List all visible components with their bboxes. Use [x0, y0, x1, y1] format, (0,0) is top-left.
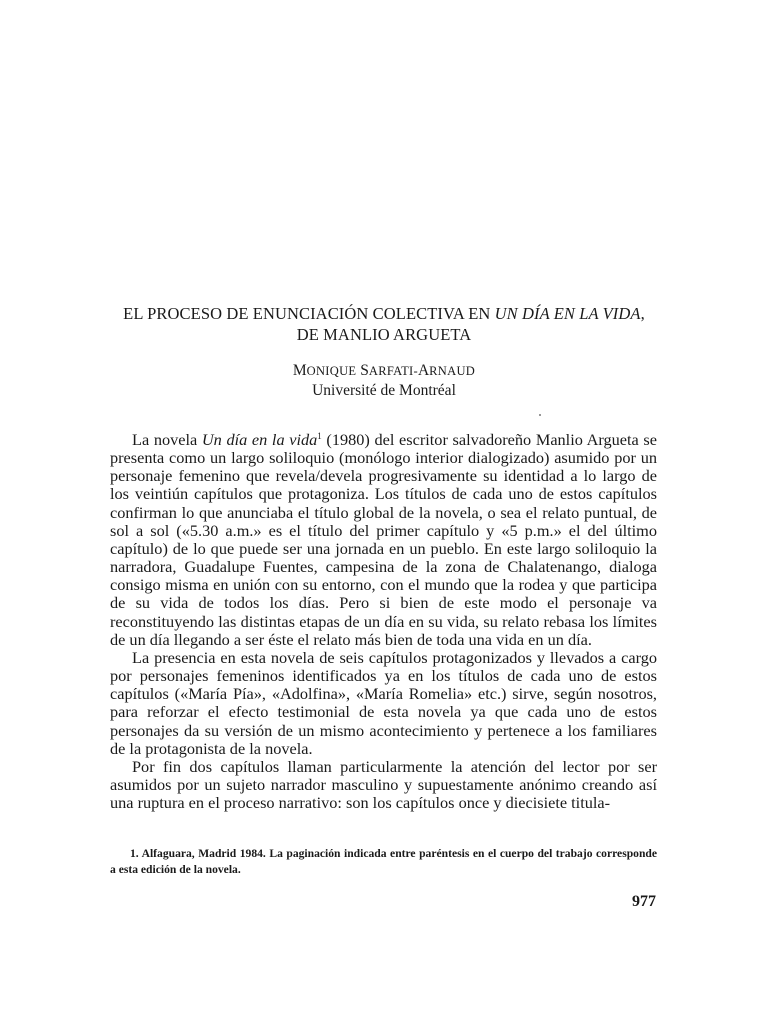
title-line-1 [100, 303, 668, 324]
author-name: MONIQUE SARFATI-ARNAUD [292, 362, 476, 379]
title-novel-name: UN DÍA EN LA VIDA [494, 304, 641, 323]
scan-speck [539, 414, 541, 416]
paragraph-2: La presencia en esta novela de seis capítulos protagonizados y llevados a cargo por personajes femeninos identificados ya en los títulos de cada uno de estos capítulos («María Pía», «Adolfina», «María Romelia» etc.) sirve, según nosotros, para reforzar el efecto testimonial de esta novela ya que cada uno de estos personajes da su versión de un mismo acontecimiento y pertenece a los familiares de la protagonista de la novela. [110, 647, 657, 758]
novel-title-inline: Un día en la vida [201, 430, 318, 449]
paragraph-3: Por fin dos capítulos llaman particularmente la atención del lector por ser asumidos por un sujeto narrador masculino y supuestamente anónimo creando así una ruptura en el proceso narrativo: son los capítulos once y diecisiete titula- [110, 756, 657, 813]
title-comma: , [640, 304, 645, 323]
title-line-2: DE MANLIO ARGUETA [296, 325, 472, 344]
author-block [100, 361, 668, 401]
footnote-marker: 1 [317, 431, 322, 441]
footnote-1: 1. Alfaguara, Madrid 1984. La paginación indicada entre paréntesis en el cuerpo del trabajo corresponde a esta edición de la novela. [110, 847, 657, 876]
article-body [110, 431, 657, 812]
author-affiliation: Université de Montréal [312, 382, 456, 399]
page-number: 977 [632, 893, 656, 910]
article-title [100, 303, 668, 345]
paragraph-1: La novela Un día en la vida$^1$ (1980) del escritor salvadoreño Manlio Argueta se presenta como un largo soliloquio (monólogo interior dialogizado) asumido por un personaje femenino que revela/devela progresivamente su identidad a lo largo de los veintiún capítulos que protagoniza. Los títulos de cada uno de estos capítulos confirman lo que anunciaba el título global de la novela, o sea el relato puntual, de sol a sol («5.30 a.m.» es el título del primer capítulo y «5 p.m.» el del último capítulo) de lo que puede ser una jornada en un pueblo. En este largo soliloquio la narradora, Guadalupe Fuentes, campesina de la zona de Chalatenango, dialoga consigo misma en unión con su entorno, con el mundo que la rodea y que participa de su vida de todos los días. Pero si bien de este modo el personaje va reconstituyendo las distintas etapas de un día en su vida, su relato rebasa los límites de un día llegando a ser éste el relato más bien de toda una vida en un día. [110, 430, 657, 649]
title-prefix: EL PROCESO DE ENUNCIACIÓN COLECTIVA EN [123, 304, 495, 323]
footnote [110, 846, 657, 877]
